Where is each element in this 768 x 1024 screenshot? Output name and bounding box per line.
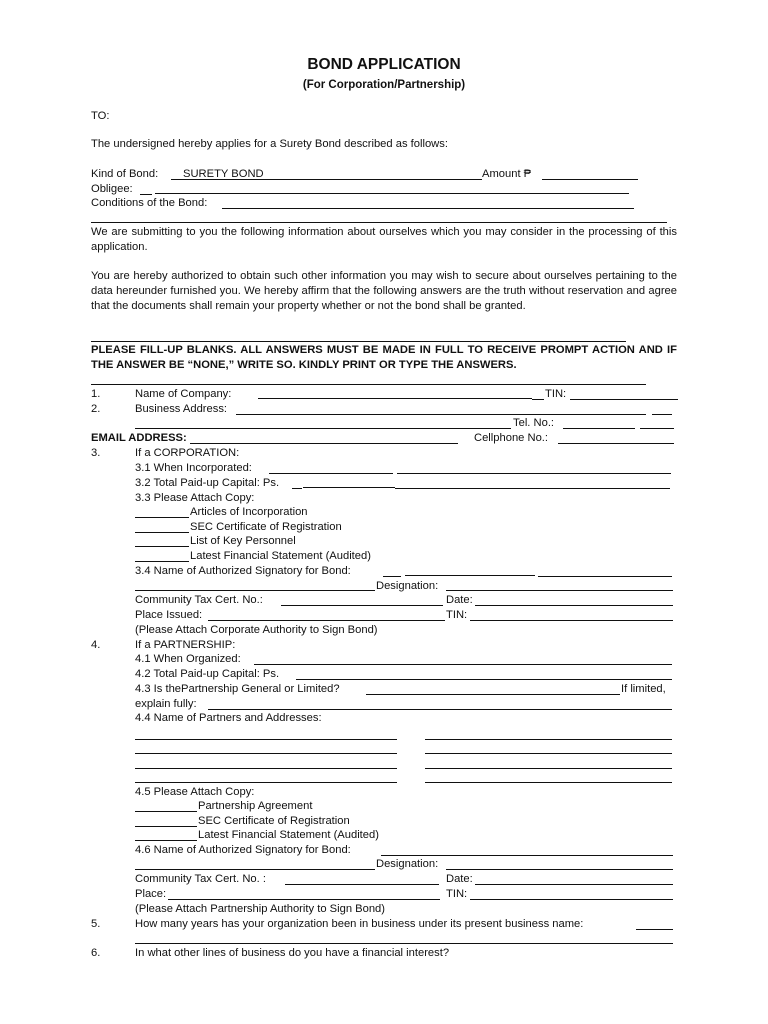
partnership-date-field[interactable] — [475, 884, 673, 885]
explain-label: explain fully: — [135, 698, 197, 710]
corp-tin-field[interactable] — [470, 620, 673, 621]
authorized-signatory-field-b[interactable] — [538, 576, 672, 577]
amount-label: Amount ₱ — [482, 168, 532, 180]
tel-label: Tel. No.: — [513, 417, 555, 429]
email-label: EMAIL ADDRESS: — [91, 432, 187, 444]
company-name-field[interactable] — [258, 398, 532, 399]
years-in-business-field-2[interactable] — [135, 943, 673, 944]
tel-field[interactable] — [563, 428, 635, 429]
to-label: TO: — [91, 110, 110, 122]
partnership-authority-note: (Please Attach Partnership Authority to Sign Bond) — [135, 903, 385, 915]
conditions-label: Conditions of the Bond: — [91, 197, 208, 209]
when-incorporated-field[interactable] — [269, 473, 393, 474]
company-name-field-b[interactable] — [532, 399, 544, 400]
when-organized-label: 4.1 When Organized: — [135, 653, 241, 665]
partnership-tin-label: TIN: — [446, 888, 468, 900]
partnership-sec-checkbox-line[interactable] — [135, 826, 197, 827]
item-number: 3. — [91, 447, 101, 459]
kind-of-bond-label: Kind of Bond: — [91, 168, 159, 180]
designation-field[interactable] — [446, 590, 673, 591]
paid-up-capital-field[interactable] — [303, 487, 395, 488]
partnership-designation-label: Designation: — [376, 858, 439, 870]
place-issued-label: Place Issued: — [135, 609, 203, 621]
partner-name-field[interactable] — [135, 753, 397, 754]
business-address-field-2[interactable] — [135, 428, 511, 429]
conditions-field[interactable] — [222, 208, 634, 209]
partner-address-field[interactable] — [425, 782, 672, 783]
years-in-business-question: How many years has your organization been in business under its present business name: — [135, 918, 584, 930]
financial-statement-label: Latest Financial Statement (Audited) — [190, 550, 371, 562]
item-number: 5. — [91, 918, 101, 930]
partnership-date-label: Date: — [446, 873, 473, 885]
business-address-field-b[interactable] — [652, 414, 672, 415]
item-number: 4. — [91, 639, 101, 651]
paragraph-authorization: You are hereby authorized to obtain such other information you may wish to secure about ourselves pertaining to the data hereunder furnished you. We hereby affirm that the following answers are the truth without reservation and agree that the documents shall remain your property whether or not the bond shall be granted. — [91, 270, 677, 313]
divider-line — [91, 341, 626, 342]
partnership-sec-label: SEC Certificate of Registration — [198, 815, 350, 827]
partnership-ctc-label: Community Tax Cert. No. : — [135, 873, 266, 885]
intro-text: The undersigned hereby applies for a Surety Bond described as follows: — [91, 138, 448, 150]
tin-label: TIN: — [446, 609, 468, 621]
ctc-label: Community Tax Cert. No.: — [135, 594, 263, 606]
when-incorporated-label: 3.1 When Incorporated: — [135, 462, 252, 474]
sec-cert-checkbox-line[interactable] — [135, 532, 189, 533]
articles-label: Articles of Incorporation — [190, 506, 308, 518]
paid-up-capital-field-a[interactable] — [292, 488, 302, 489]
divider-line-2 — [91, 384, 646, 385]
date-field[interactable] — [475, 605, 673, 606]
partners-addresses-label: 4.4 Name of Partners and Addresses: — [135, 712, 322, 724]
partner-address-field[interactable] — [425, 753, 672, 754]
articles-checkbox-line[interactable] — [135, 517, 189, 518]
partnership-capital-label: 4.2 Total Paid-up Capital: Ps. — [135, 668, 280, 680]
partnership-agreement-checkbox-line[interactable] — [135, 811, 197, 812]
key-personnel-label: List of Key Personnel — [190, 535, 296, 547]
general-or-limited-field[interactable] — [366, 694, 620, 695]
authorized-signatory-field[interactable] — [405, 575, 535, 576]
authorized-signatory-label: 3.4 Name of Authorized Signatory for Bond: — [135, 565, 351, 577]
partnership-tin-field[interactable] — [470, 899, 673, 900]
partnership-signatory-field-2[interactable] — [135, 869, 375, 870]
partner-address-field[interactable] — [425, 739, 672, 740]
obligee-field[interactable] — [155, 193, 629, 194]
item-number: 1. — [91, 388, 101, 400]
partner-address-field[interactable] — [425, 768, 672, 769]
paid-up-capital-field-b[interactable] — [395, 488, 670, 489]
partnership-agreement-label: Partnership Agreement — [198, 800, 313, 812]
cellphone-label: Cellphone No.: — [474, 432, 549, 444]
kind-of-bond-value[interactable]: SURETY BOND — [183, 168, 264, 180]
business-address-label: Business Address: — [135, 403, 228, 415]
partnership-financial-label: Latest Financial Statement (Audited) — [198, 829, 379, 841]
other-business-question: In what other lines of business do you have a financial interest? — [135, 947, 450, 959]
authorized-signatory-field-2[interactable] — [135, 590, 375, 591]
paragraph-submitting: We are submitting to you the following information about ourselves which you may consider in the processing of this application. — [91, 226, 677, 254]
conditions-field-2[interactable] — [91, 222, 667, 223]
item-number: 6. — [91, 947, 101, 959]
partnership-heading: If a PARTNERSHIP: — [135, 639, 236, 651]
ctc-field[interactable] — [281, 605, 443, 606]
partnership-attach-label: 4.5 Please Attach Copy: — [135, 786, 255, 798]
designation-label: Designation: — [376, 580, 439, 592]
date-label: Date: — [446, 594, 473, 606]
partnership-place-label: Place: — [135, 888, 167, 900]
partner-name-field[interactable] — [135, 739, 397, 740]
partnership-signatory-label: 4.6 Name of Authorized Signatory for Bond: — [135, 844, 351, 856]
amount-field[interactable] — [542, 179, 638, 180]
attach-copy-label: 3.3 Please Attach Copy: — [135, 492, 255, 504]
obligee-field-a[interactable] — [140, 194, 152, 195]
partnership-financial-checkbox-line[interactable] — [135, 840, 197, 841]
place-issued-field[interactable] — [208, 620, 445, 621]
key-personnel-checkbox-line[interactable] — [135, 546, 189, 547]
partnership-place-field[interactable] — [168, 899, 440, 900]
authorized-signatory-field-a[interactable] — [383, 576, 401, 577]
general-or-limited-label: 4.3 Is thePartnership General or Limited? — [135, 683, 340, 695]
partner-name-field[interactable] — [135, 768, 397, 769]
corporate-authority-note: (Please Attach Corporate Authority to Sign Bond) — [135, 624, 378, 636]
business-address-field[interactable] — [236, 414, 646, 415]
tin-label: TIN: — [545, 388, 567, 400]
if-limited-label: If limited, — [621, 683, 666, 695]
when-incorporated-field-b[interactable] — [397, 473, 671, 474]
paid-up-capital-label: 3.2 Total Paid-up Capital: Ps. — [135, 477, 280, 489]
email-field[interactable] — [190, 443, 458, 444]
years-in-business-field[interactable] — [636, 929, 673, 930]
notice-text: PLEASE FILL-UP BLANKS. ALL ANSWERS MUST BE MADE IN FULL TO RECEIVE PROMPT ACTION AND IF THE ANSWER BE “NONE,” WRITE SO. KINDLY PRINT OR TYPE THE ANSWERS. — [91, 344, 677, 372]
tin-field[interactable] — [570, 399, 678, 400]
page-subtitle: (For Corporation/Partnership) — [302, 79, 466, 91]
partnership-signatory-field[interactable] — [381, 855, 673, 856]
company-name-label: Name of Company: — [135, 388, 232, 400]
partner-name-field[interactable] — [135, 782, 397, 783]
item-number: 2. — [91, 403, 101, 415]
partnership-ctc-field[interactable] — [285, 884, 439, 885]
partnership-designation-field[interactable] — [446, 869, 673, 870]
page-title: BOND APPLICATION — [307, 56, 461, 73]
corporation-heading: If a CORPORATION: — [135, 447, 240, 459]
when-organized-field[interactable] — [254, 664, 672, 665]
tel-field-b[interactable] — [640, 428, 674, 429]
sec-cert-label: SEC Certificate of Registration — [190, 521, 342, 533]
obligee-label: Obligee: — [91, 183, 133, 195]
partnership-capital-field[interactable] — [296, 679, 672, 680]
explain-field[interactable] — [208, 709, 672, 710]
financial-statement-checkbox-line[interactable] — [135, 561, 189, 562]
cellphone-field[interactable] — [558, 443, 674, 444]
